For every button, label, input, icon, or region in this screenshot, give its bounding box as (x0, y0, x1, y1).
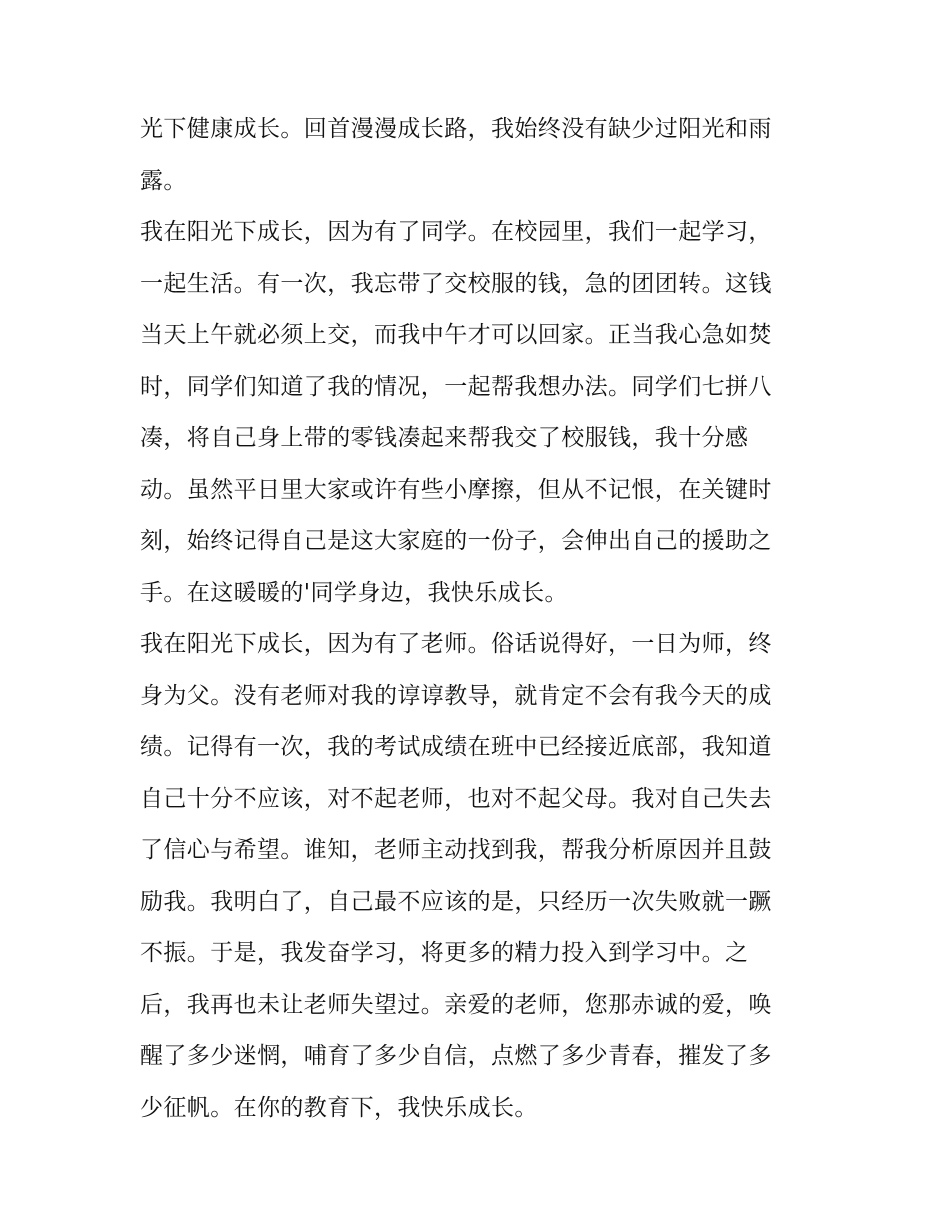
text-line: 醒了多少迷惘，哺育了多少自信，点燃了多少青春，摧发了多 (140, 1043, 772, 1069)
text-line: 自己十分不应该，对不起老师，也对不起父母。我对自己失去 (140, 785, 772, 812)
text-line: 露。 (140, 167, 187, 194)
text-line: 凑，将自己身上带的零钱凑起来帮我交了校服钱，我十分感 (140, 425, 749, 451)
text-line: 了信心与希望。谁知，老师主动找到我，帮我分析原因并且鼓 (140, 837, 772, 863)
text-line: 我在阳光下成长，因为有了同学。在校园里，我们一起学习， (140, 219, 772, 245)
text-line: 绩。记得有一次，我的考试成绩在班中已经接近底部，我知道 (140, 734, 772, 760)
text-line: 励我。我明白了，自己最不应该的是，只经历一次失败就一蹶 (140, 888, 772, 915)
text-line: 少征帆。在你的教育下，我快乐成长。 (140, 1094, 538, 1121)
text-line: 当天上午就必须上交，而我中午才可以回家。正当我心急如焚 (140, 322, 772, 348)
text-line: 刻，始终记得自己是这大家庭的一份子，会伸出自己的援助之 (140, 528, 772, 554)
text-line: 我在阳光下成长，因为有了老师。俗话说得好，一日为师，终 (140, 631, 772, 657)
text-line: 手。在这暖暖的'同学身边，我快乐成长。 (140, 579, 568, 606)
text-line: 动。虽然平日里大家或许有些小摩擦，但从不记恨，在关键时 (140, 476, 772, 503)
text-line: 光下健康成长。回首漫漫成长路，我始终没有缺少过阳光和雨 (140, 116, 772, 142)
text-line: 一起生活。有一次，我忘带了交校服的钱，急的团团转。这钱 (140, 270, 772, 297)
text-line: 时，同学们知道了我的情况，一起帮我想办法。同学们七拼八 (140, 373, 772, 400)
body-text (140, 104, 820, 1134)
text-line: 后，我再也未让老师失望过。亲爱的老师，您那赤诚的爱，唤 (140, 991, 772, 1018)
text-line: 身为父。没有老师对我的谆谆教导，就肯定不会有我今天的成 (140, 682, 772, 709)
text-line: 不振。于是，我发奋学习，将更多的精力投入到学习中。之 (140, 940, 749, 966)
